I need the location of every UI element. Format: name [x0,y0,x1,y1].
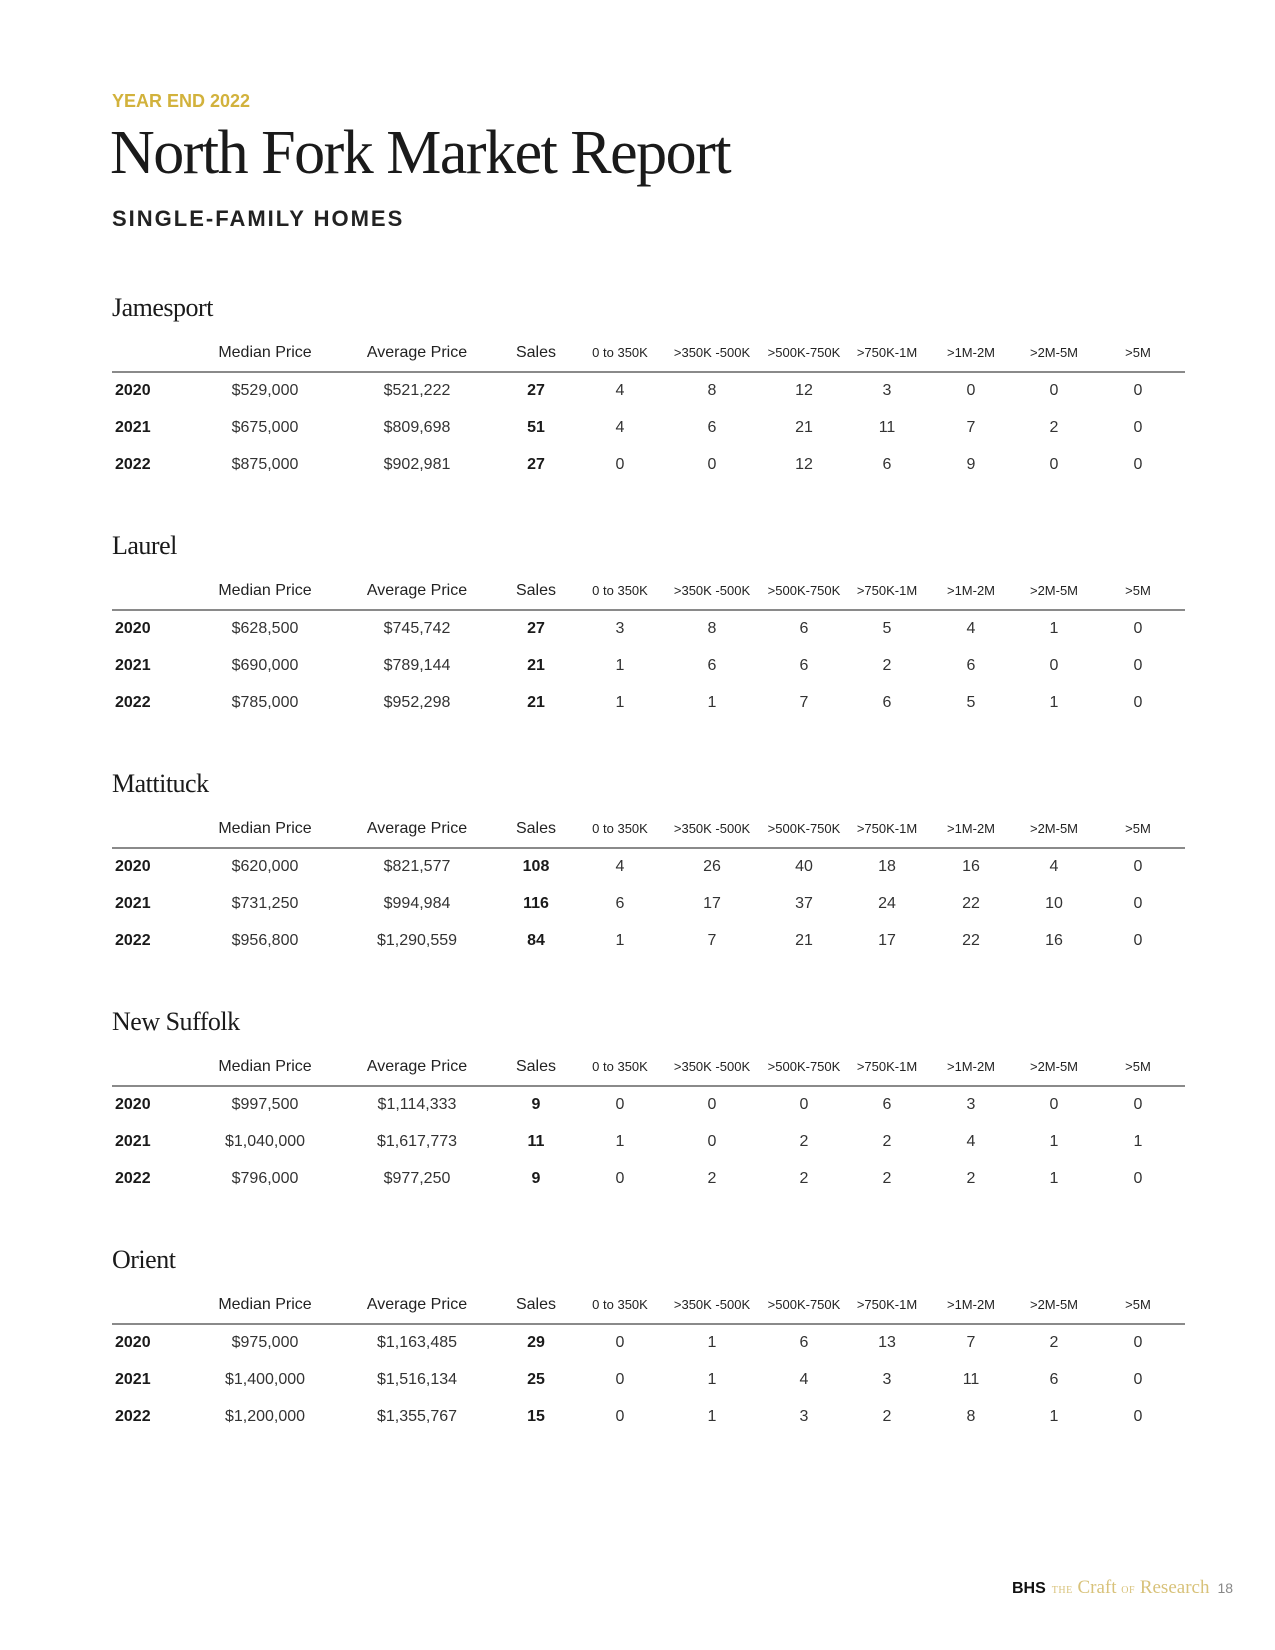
column-header-average-price: Average Price [366,1296,468,1313]
cell-5m-plus: 0 [1133,382,1143,399]
cell-750k-1m: 6 [882,456,892,473]
cell-sales: 21 [527,694,545,711]
column-header-5m-plus: >5M [1125,345,1151,360]
cell-350k-500k: 8 [707,620,717,637]
cell-average-price: $1,114,333 [377,1096,457,1113]
cell-750k-1m: 17 [878,932,896,949]
cell-350k-500k: 0 [707,456,717,473]
cell-1m-2m: 0 [966,382,976,399]
cell-5m-plus: 0 [1133,1334,1143,1351]
column-header-5m-plus: >5M [1125,583,1151,598]
cell-500k-750k: 40 [795,858,813,875]
cell-750k-1m: 11 [878,419,896,436]
column-header-median-price: Median Price [218,820,312,837]
cell-average-price: $1,290,559 [376,932,458,949]
table-row [112,453,1185,477]
cell-median-price: $997,500 [231,1096,299,1113]
cell-median-price: $731,250 [231,895,299,912]
cell-5m-plus: 0 [1133,419,1143,436]
table-header [112,341,1185,365]
cell-sales: 108 [522,858,550,875]
column-header-1m-2m: >1M-2M [946,583,996,598]
cell-0-350k: 6 [615,895,625,912]
cell-average-price: $1,355,767 [376,1408,458,1425]
cell-500k-750k: 4 [799,1371,809,1388]
table-row [112,1130,1185,1154]
column-header-sales: Sales [515,1296,557,1313]
cell-year: 2020 [115,1334,151,1351]
cell-sales: 27 [527,620,545,637]
cell-year: 2021 [115,1371,151,1388]
column-header-2m-5m: >2M-5M [1029,1059,1079,1074]
cell-0-350k: 1 [615,932,625,949]
cell-2m-5m: 16 [1045,932,1063,949]
column-header-sales: Sales [515,344,557,361]
cell-2m-5m: 10 [1045,895,1063,912]
cell-0-350k: 0 [615,456,625,473]
cell-average-price: $1,516,134 [376,1371,458,1388]
cell-750k-1m: 13 [878,1334,896,1351]
cell-average-price: $952,298 [383,694,451,711]
table-header [112,579,1185,603]
cell-5m-plus: 0 [1133,1170,1143,1187]
cell-0-350k: 0 [615,1170,625,1187]
cell-median-price: $1,400,000 [224,1371,306,1388]
cell-1m-2m: 9 [966,456,976,473]
table-row [112,1368,1185,1392]
column-header-average-price: Average Price [366,344,468,361]
section-orient [112,1245,1185,1461]
cell-sales: 51 [527,419,545,436]
column-header-2m-5m: >2M-5M [1029,821,1079,836]
cell-2m-5m: 6 [1049,1371,1059,1388]
cell-500k-750k: 6 [799,620,809,637]
cell-500k-750k: 2 [799,1170,809,1187]
cell-0-350k: 0 [615,1096,625,1113]
header-divider [112,1085,1185,1087]
cell-350k-500k: 0 [707,1096,717,1113]
cell-sales: 9 [531,1096,541,1113]
table-row [112,1331,1185,1355]
cell-350k-500k: 1 [707,1408,717,1425]
cell-2m-5m: 2 [1049,1334,1059,1351]
column-header-350k-500k: >350K -500K [673,1059,751,1074]
cell-750k-1m: 6 [882,694,892,711]
footer-tagline [1052,1577,1210,1598]
table-row [112,416,1185,440]
column-header-1m-2m: >1M-2M [946,345,996,360]
column-header-350k-500k: >350K -500K [673,821,751,836]
column-header-sales: Sales [515,582,557,599]
cell-median-price: $875,000 [231,456,299,473]
column-header-sales: Sales [515,1058,557,1075]
cell-1m-2m: 7 [966,419,976,436]
cell-2m-5m: 1 [1049,1170,1059,1187]
column-header-350k-500k: >350K -500K [673,1297,751,1312]
column-header-5m-plus: >5M [1125,1059,1151,1074]
column-header-average-price: Average Price [366,582,468,599]
cell-2m-5m: 0 [1049,382,1059,399]
cell-1m-2m: 22 [962,932,980,949]
cell-350k-500k: 6 [707,657,717,674]
cell-year: 2021 [115,1133,151,1150]
column-header-750k-1m: >750K-1M [856,345,918,360]
cell-1m-2m: 11 [962,1371,980,1388]
cell-5m-plus: 0 [1133,620,1143,637]
cell-average-price: $789,144 [383,657,451,674]
column-header-average-price: Average Price [366,820,468,837]
column-header-0-350k: 0 to 350K [592,345,648,360]
cell-750k-1m: 5 [882,620,892,637]
column-header-5m-plus: >5M [1125,821,1151,836]
cell-year: 2022 [115,694,151,711]
cell-average-price: $1,617,773 [376,1133,458,1150]
cell-350k-500k: 8 [707,382,717,399]
column-header-500k-750k: >500K-750K [767,1059,841,1074]
column-header-2m-5m: >2M-5M [1029,583,1079,598]
cell-year: 2020 [115,858,151,875]
cell-1m-2m: 4 [966,620,976,637]
cell-sales: 11 [527,1133,545,1150]
tagline-of: OF [1121,1585,1136,1596]
cell-750k-1m: 2 [882,1170,892,1187]
table-row [112,691,1185,715]
cell-average-price: $994,984 [383,895,451,912]
header-divider [112,1323,1185,1325]
section-title: Mattituck [112,769,209,798]
table-row [112,1093,1185,1117]
cell-750k-1m: 6 [882,1096,892,1113]
cell-1m-2m: 2 [966,1170,976,1187]
cell-median-price: $796,000 [231,1170,299,1187]
tagline-the: THE [1051,1585,1073,1596]
cell-2m-5m: 1 [1049,620,1059,637]
column-header-1m-2m: >1M-2M [946,1297,996,1312]
cell-average-price: $977,250 [383,1170,451,1187]
table-row [112,892,1185,916]
cell-sales: 29 [527,1334,545,1351]
cell-750k-1m: 3 [882,382,892,399]
table-header [112,817,1185,841]
column-header-5m-plus: >5M [1125,1297,1151,1312]
cell-0-350k: 1 [615,694,625,711]
cell-350k-500k: 2 [707,1170,717,1187]
table-row [112,617,1185,641]
table-row [112,855,1185,879]
tagline-craft: Craft [1077,1577,1117,1598]
cell-median-price: $529,000 [231,382,299,399]
header-divider [112,371,1185,373]
cell-1m-2m: 4 [966,1133,976,1150]
cell-0-350k: 0 [615,1334,625,1351]
cell-5m-plus: 0 [1133,694,1143,711]
section-laurel [112,531,1185,747]
cell-350k-500k: 0 [707,1133,717,1150]
cell-350k-500k: 26 [703,858,721,875]
cell-year: 2020 [115,620,151,637]
cell-0-350k: 3 [615,620,625,637]
cell-0-350k: 4 [615,382,625,399]
cell-0-350k: 1 [615,657,625,674]
page-subtitle: SINGLE-FAMILY HOMES [112,206,405,231]
page-title: North Fork Market Report [110,119,731,187]
cell-median-price: $620,000 [231,858,299,875]
cell-500k-750k: 6 [799,657,809,674]
cell-year: 2022 [115,1408,151,1425]
table-row [112,1405,1185,1429]
table-header [112,1055,1185,1079]
cell-2m-5m: 1 [1049,1133,1059,1150]
column-header-500k-750k: >500K-750K [767,583,841,598]
column-header-median-price: Median Price [218,582,312,599]
cell-2m-5m: 0 [1049,456,1059,473]
cell-5m-plus: 0 [1133,1096,1143,1113]
cell-750k-1m: 18 [878,858,896,875]
cell-median-price: $690,000 [231,657,299,674]
column-header-average-price: Average Price [366,1058,468,1075]
cell-sales: 15 [527,1408,545,1425]
cell-350k-500k: 7 [707,932,717,949]
cell-500k-750k: 12 [795,382,813,399]
cell-sales: 27 [527,382,545,399]
cell-350k-500k: 1 [707,694,717,711]
cell-5m-plus: 0 [1133,456,1143,473]
column-header-0-350k: 0 to 350K [592,583,648,598]
cell-500k-750k: 21 [795,932,813,949]
cell-1m-2m: 5 [966,694,976,711]
cell-1m-2m: 8 [966,1408,976,1425]
cell-year: 2021 [115,657,151,674]
column-header-750k-1m: >750K-1M [856,1059,918,1074]
cell-1m-2m: 3 [966,1096,976,1113]
column-header-0-350k: 0 to 350K [592,821,648,836]
column-header-350k-500k: >350K -500K [673,583,751,598]
cell-350k-500k: 1 [707,1334,717,1351]
cell-sales: 84 [527,932,545,949]
column-header-500k-750k: >500K-750K [767,821,841,836]
column-header-750k-1m: >750K-1M [856,583,918,598]
table-header [112,1293,1185,1317]
column-header-500k-750k: >500K-750K [767,1297,841,1312]
column-header-2m-5m: >2M-5M [1029,345,1079,360]
cell-750k-1m: 24 [878,895,896,912]
cell-5m-plus: 0 [1133,657,1143,674]
cell-sales: 9 [531,1170,541,1187]
section-title: New Suffolk [112,1007,240,1036]
column-header-750k-1m: >750K-1M [856,821,918,836]
cell-year: 2022 [115,932,151,949]
cell-year: 2021 [115,419,151,436]
cell-500k-750k: 3 [799,1408,809,1425]
cell-sales: 25 [527,1371,545,1388]
cell-750k-1m: 2 [882,1408,892,1425]
cell-sales: 21 [527,657,545,674]
cell-350k-500k: 1 [707,1371,717,1388]
cell-median-price: $628,500 [231,620,299,637]
cell-year: 2022 [115,456,151,473]
cell-500k-750k: 7 [799,694,809,711]
cell-500k-750k: 2 [799,1133,809,1150]
cell-sales: 116 [523,895,549,912]
cell-350k-500k: 17 [703,895,721,912]
column-header-median-price: Median Price [218,1058,312,1075]
cell-5m-plus: 0 [1133,858,1143,875]
cell-1m-2m: 6 [966,657,976,674]
section-mattituck [112,769,1185,985]
tagline-research: Research [1139,1577,1210,1598]
cell-0-350k: 0 [615,1371,625,1388]
cell-median-price: $1,040,000 [224,1133,306,1150]
cell-500k-750k: 21 [795,419,813,436]
column-header-500k-750k: >500K-750K [767,345,841,360]
column-header-median-price: Median Price [218,344,312,361]
cell-0-350k: 4 [615,419,625,436]
cell-500k-750k: 12 [795,456,813,473]
report-eyebrow: YEAR END 2022 [112,91,251,111]
table-row [112,654,1185,678]
cell-5m-plus: 1 [1133,1133,1143,1150]
section-new-suffolk [112,1007,1185,1223]
header-divider [112,847,1185,849]
cell-5m-plus: 0 [1133,932,1143,949]
footer-brand: BHS [1012,1580,1046,1597]
cell-average-price: $809,698 [383,419,451,436]
cell-year: 2020 [115,1096,151,1113]
column-header-750k-1m: >750K-1M [856,1297,918,1312]
cell-sales: 27 [527,456,545,473]
column-header-0-350k: 0 to 350K [592,1059,648,1074]
page-number: 18 [1217,1580,1234,1596]
section-title: Jamesport [112,293,213,322]
column-header-2m-5m: >2M-5M [1029,1297,1079,1312]
column-header-350k-500k: >350K -500K [673,345,751,360]
cell-2m-5m: 0 [1049,657,1059,674]
column-header-0-350k: 0 to 350K [592,1297,648,1312]
cell-5m-plus: 0 [1133,1371,1143,1388]
cell-year: 2020 [115,382,151,399]
cell-2m-5m: 1 [1049,694,1059,711]
cell-year: 2021 [115,895,151,912]
cell-500k-750k: 6 [799,1334,809,1351]
cell-750k-1m: 3 [882,1371,892,1388]
cell-2m-5m: 1 [1049,1408,1059,1425]
column-header-1m-2m: >1M-2M [946,821,996,836]
table-row [112,929,1185,953]
cell-average-price: $821,577 [383,858,451,875]
column-header-median-price: Median Price [218,1296,312,1313]
section-title: Laurel [112,531,177,560]
cell-0-350k: 0 [615,1408,625,1425]
cell-average-price: $745,742 [383,620,451,637]
cell-2m-5m: 4 [1049,858,1059,875]
section-title: Orient [112,1245,176,1274]
cell-average-price: $902,981 [383,456,451,473]
cell-750k-1m: 2 [882,657,892,674]
cell-2m-5m: 0 [1049,1096,1059,1113]
cell-5m-plus: 0 [1133,1408,1143,1425]
header-divider [112,609,1185,611]
cell-2m-5m: 2 [1049,419,1059,436]
cell-median-price: $956,800 [231,932,299,949]
cell-median-price: $675,000 [231,419,299,436]
cell-1m-2m: 16 [962,858,980,875]
cell-average-price: $521,222 [383,382,451,399]
cell-0-350k: 1 [615,1133,625,1150]
cell-350k-500k: 6 [707,419,717,436]
cell-750k-1m: 2 [882,1133,892,1150]
cell-median-price: $975,000 [231,1334,299,1351]
cell-1m-2m: 7 [966,1334,976,1351]
table-row [112,379,1185,403]
cell-median-price: $1,200,000 [224,1408,306,1425]
cell-year: 2022 [115,1170,151,1187]
cell-500k-750k: 0 [799,1096,809,1113]
cell-median-price: $785,000 [231,694,299,711]
cell-5m-plus: 0 [1133,895,1143,912]
column-header-1m-2m: >1M-2M [946,1059,996,1074]
cell-500k-750k: 37 [795,895,813,912]
cell-average-price: $1,163,485 [376,1334,458,1351]
section-jamesport [112,293,1185,509]
cell-1m-2m: 22 [962,895,980,912]
footer [1012,1577,1233,1599]
column-header-sales: Sales [515,820,557,837]
table-row [112,1167,1185,1191]
cell-0-350k: 4 [615,858,625,875]
